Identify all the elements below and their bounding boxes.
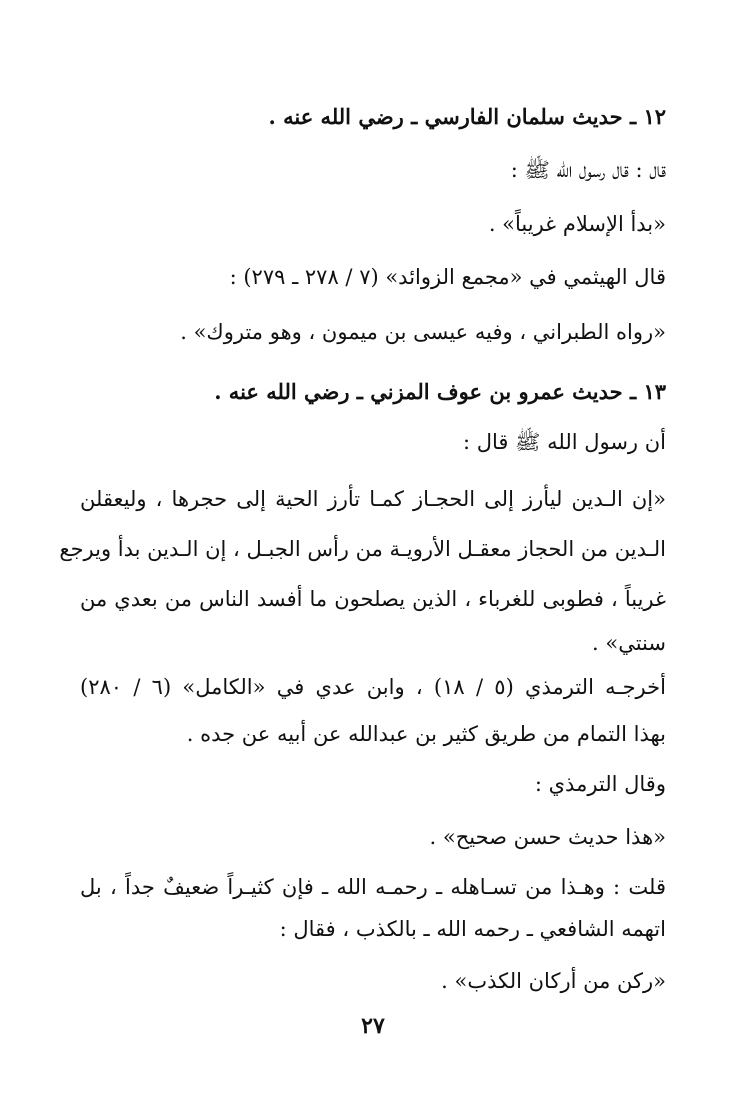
section-12-source: قال الهيثمي في «مجمع الزوائد» (٧ / ٢٧٨ ـ ٢٧٩) : [229,265,666,289]
section-12-heading: ١٢ ـ حديث سلمان الفارسي ـ رضي الله عنه . [268,104,666,129]
tirmidhi-quote: «هذا حديث حسن صحيح» . [429,825,666,849]
takhrij-line-2: بهذا التمام من طريق كثير بن عبدالله عن أبيه عن جده . [186,722,666,746]
note-line-2: اتهمه الشافعي ـ رحمه الله ـ بالكذب ، فقال : [279,917,666,941]
tirmidhi-intro: وقال الترمذي : [534,772,666,796]
takhrij-line-1: أخرجـه الترمذي (٥ / ١٨) ، وابن عدي في «الكامل» (٦ / ٢٨٠) [80,675,666,699]
page-number: ٢٧ [361,1013,385,1039]
section-13-heading: ١٣ ـ حديث عمرو بن عوف المزني ـ رضي الله عنه . [214,379,666,404]
section-12-comment: «رواه الطبراني ، وفيه عيسى بن ميمون ، وهو متروك» . [180,320,666,344]
hadith-line-2: الـدين من الحجاز معقـل الأرويـة من رأس الجبـل ، إن الـدين بدأ ويرجع [59,537,666,561]
section-13-intro: أن رسول الله ﷺ قال : [462,430,666,454]
section-12-quote: «بدأ الإسلام غريباً» . [488,212,666,236]
hadith-line-4: سنتي» . [592,631,666,655]
hadith-line-3: غريباً ، فطوبى للغرباء ، الذين يصلحون ما أفسد الناس من بعدي من [80,587,666,611]
section-12-intro: قال : قال رسول الله ﷺ : [510,158,666,182]
shafii-quote: «ركن من أركان الكذب» . [441,969,666,993]
hadith-line-1: «إن الـدين ليأرز إلى الحجـاز كمـا تأرز الحية إلى حجرها ، وليعقلن [80,487,666,511]
note-line-1: قلت : وهـذا من تسـاهله ـ رحمـه الله ـ فإن كثيـراً ضعيفٌ جداً ، بل [80,875,666,899]
